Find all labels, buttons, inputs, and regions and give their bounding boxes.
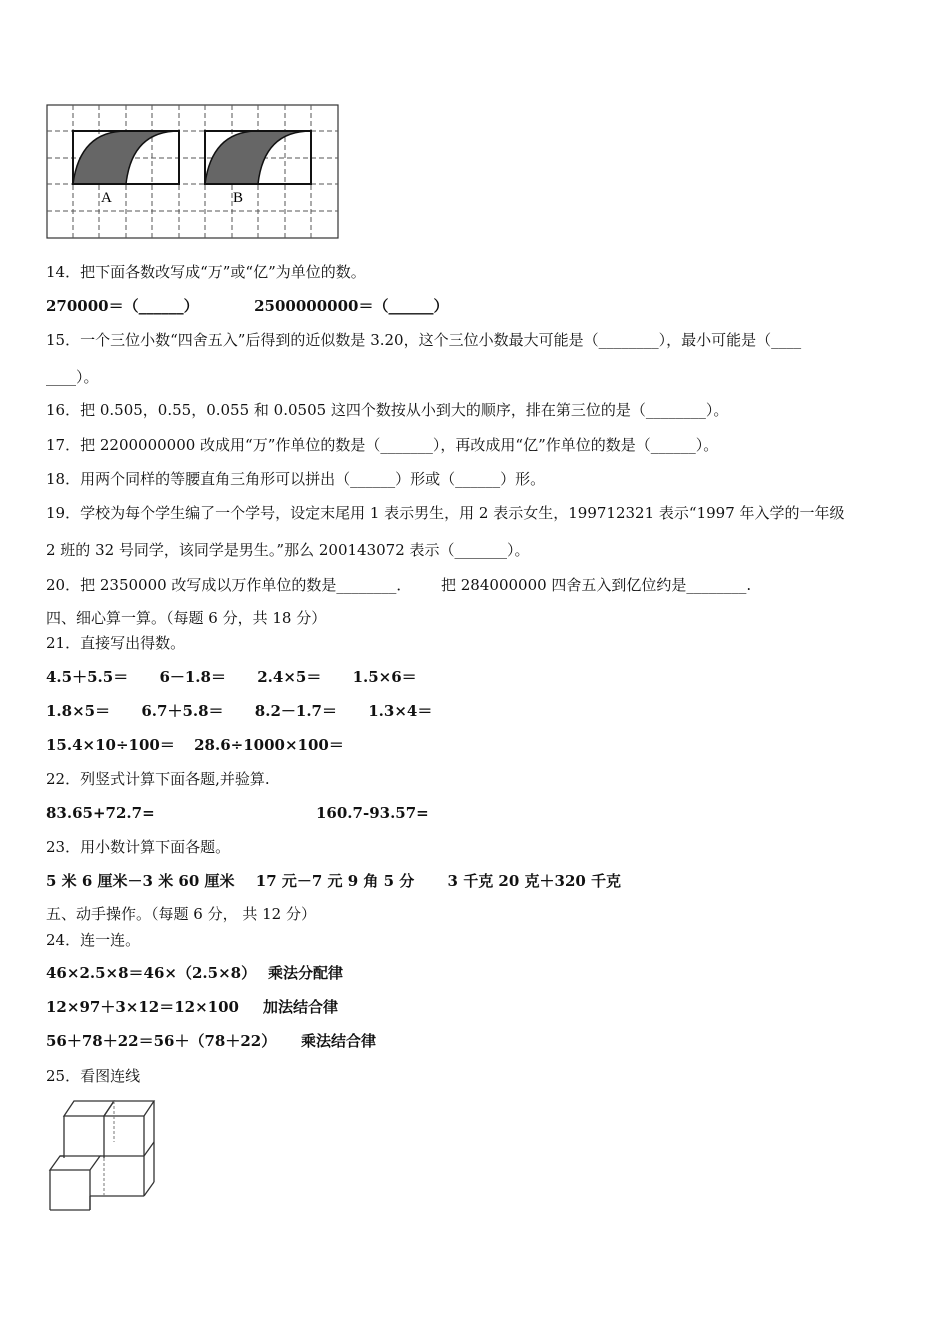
section4-title: 四、细心算一算。（每题 6 分，共 18 分） <box>46 609 327 627</box>
q21-row1 <box>46 667 417 687</box>
q24-row1-law: 乘法分配律 <box>268 964 344 982</box>
q22-item1: 83.65+72.7= <box>46 804 155 822</box>
q20-part2: 把 284000000 四舍五入到亿位约是________. <box>441 576 752 594</box>
q25-prompt: 25．看图连线 <box>46 1067 141 1085</box>
q21-prompt: 21．直接写出得数。 <box>46 634 186 652</box>
q24-row3-law: 乘法结合律 <box>301 1032 377 1050</box>
section5-title: 五、动手操作。（每题 6 分， 共 12 分） <box>46 905 316 923</box>
q22-prompt: 22．列竖式计算下面各题,并验算. <box>46 770 270 788</box>
q21-row3 <box>46 735 344 755</box>
q21-r1-c4: 1.5×6＝ <box>352 668 417 686</box>
q20-part1: 20．把 2350000 改写成以万作单位的数是________． <box>46 576 412 594</box>
q14-item1: 270000＝（______） <box>46 297 199 315</box>
q23-items <box>46 871 621 891</box>
q24-row1-expr: 46×2.5×8＝46×（2.5×8） <box>46 964 257 982</box>
q14-prompt: 14．把下面各数改写成“万”或“亿”为单位的数。 <box>46 263 366 281</box>
q16-line: 16．把 0.505，0.55，0.055 和 0.0505 这四个数按从小到大的顺序，排在第三位的是（________）。 <box>46 401 729 419</box>
q19-line1: 19．学校为每个学生编了一个学号，设定末尾用 1 表示男生，用 2 表示女生，199712321 表示“1997 年入学的一年级 <box>46 504 845 522</box>
q21-r2-c4: 1.3×4＝ <box>368 702 433 720</box>
q22-item2: 160.7-93.57= <box>316 804 429 822</box>
q21-r2-c3: 8.2－1.7＝ <box>254 702 337 720</box>
q19-line2: 2 班的 32 号同学，该同学是男生。”那么 200143072 表示（_______）。 <box>46 541 530 559</box>
q24-row2-expr: 12×97＋3×12＝12×100 <box>46 998 239 1016</box>
q23-item1: 5 米 6 厘米－3 米 60 厘米 <box>46 872 235 890</box>
q21-r1-c2: 6－1.8＝ <box>159 668 226 686</box>
q23-item2: 17 元－7 元 9 角 5 分 <box>255 872 415 890</box>
cube-stack-figure <box>46 1098 158 1214</box>
grid-figure-a-b <box>46 104 340 240</box>
q21-r3-c1: 15.4×10÷100＝ <box>46 736 175 754</box>
q18-line: 18．用两个同样的等腰直角三角形可以拼出（______）形或（______）形。 <box>46 470 546 488</box>
q21-r2-c2: 6.7＋5.8＝ <box>141 702 224 720</box>
label-a: A <box>101 190 112 206</box>
q21-r1-c1: 4.5＋5.5＝ <box>46 668 129 686</box>
q23-item3: 3 千克 20 克＋320 千克 <box>447 872 622 890</box>
q15-line2: ____）。 <box>46 368 99 386</box>
q14-items <box>46 296 448 316</box>
q15-line1: 15．一个三位小数“四舍五入”后得到的近似数是 3.20，这个三位小数最大可能是（________），最小可能是（____ <box>46 331 802 349</box>
q21-r1-c3: 2.4×5＝ <box>257 668 322 686</box>
q20-line <box>46 575 751 595</box>
q24-row3-expr: 56＋78＋22＝56＋（78＋22） <box>46 1032 277 1050</box>
q24-row2-law: 加法结合律 <box>263 998 339 1016</box>
q17-line: 17．把 2200000000 改成用“万”作单位的数是（_______），再改成用“亿”作单位的数是（______）。 <box>46 436 719 454</box>
q21-r2-c1: 1.8×5＝ <box>46 702 111 720</box>
q14-item2: 2500000000＝（______） <box>254 297 449 315</box>
q21-r3-c2: 28.6÷1000×100＝ <box>194 736 344 754</box>
q21-row2 <box>46 701 432 721</box>
q23-prompt: 23．用小数计算下面各题。 <box>46 838 231 856</box>
q24-prompt: 24．连一连。 <box>46 931 141 949</box>
label-b: B <box>233 190 244 206</box>
